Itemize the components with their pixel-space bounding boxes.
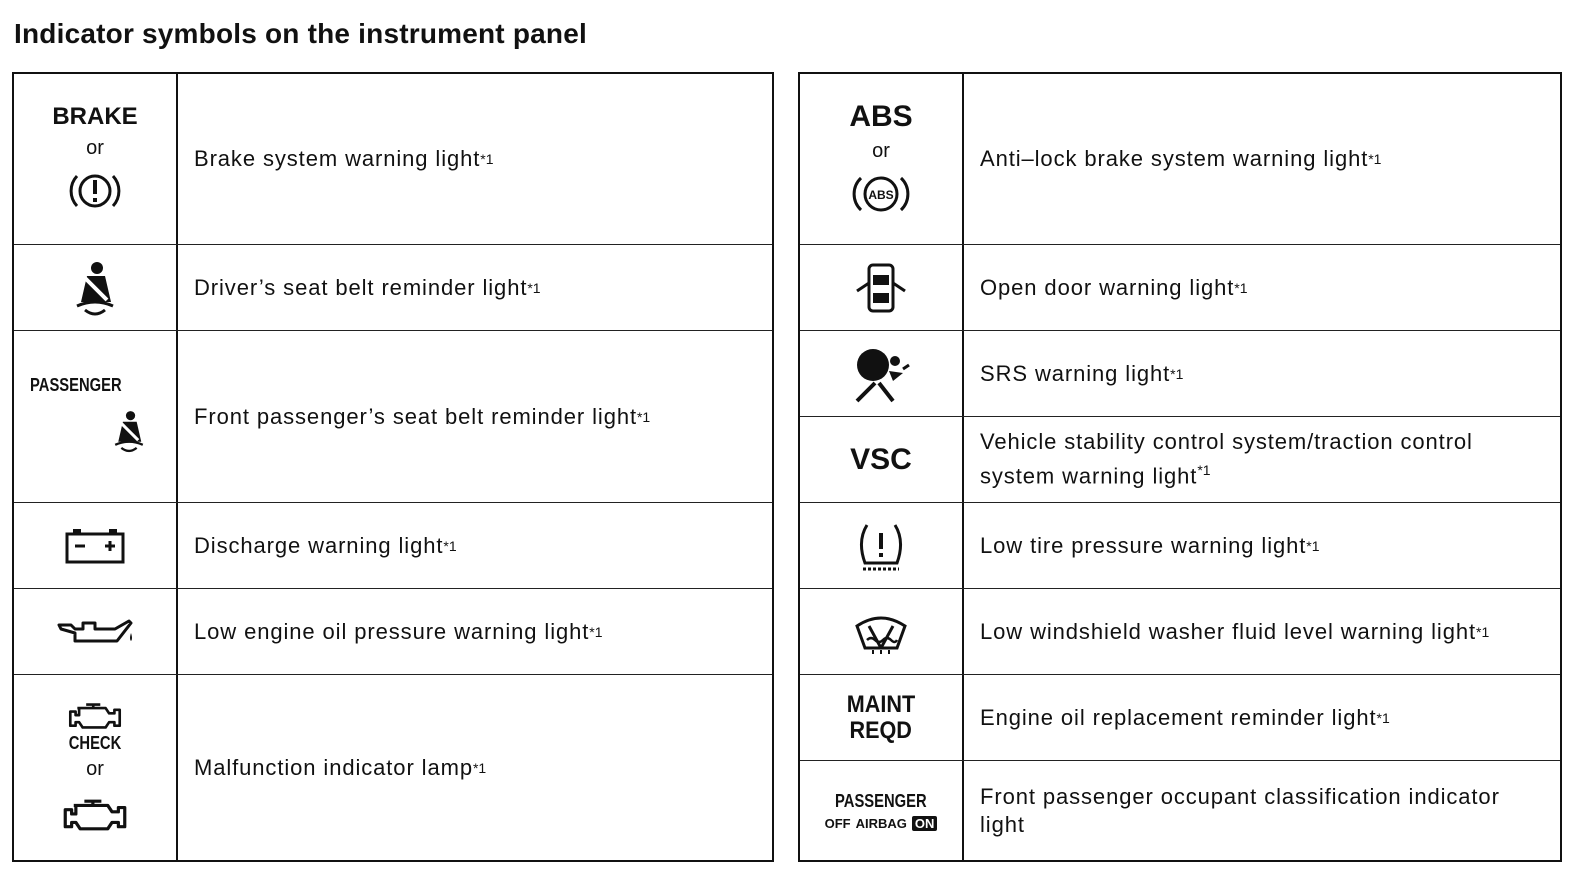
description-text-line1: Vehicle stability control system/traction control <box>980 429 1473 455</box>
footnote-marker: *1 <box>636 408 651 425</box>
row-description <box>964 417 1560 502</box>
description-text: Discharge warning light <box>194 532 444 558</box>
description-text: Driver’s seat belt reminder light <box>194 274 528 300</box>
symbol-cell <box>14 245 178 330</box>
brake-warning-circle-icon <box>63 166 127 216</box>
description-text: Open door warning light <box>980 274 1235 300</box>
symbol-cell <box>800 74 964 244</box>
symbol-cell <box>800 417 964 502</box>
footnote-marker: *1 <box>1476 623 1490 640</box>
footnote-marker: *1 <box>1376 709 1390 726</box>
table-row <box>800 330 1560 416</box>
description-text-line1: Front passenger occupant classification indicator <box>980 783 1500 809</box>
engine-icon <box>65 701 125 731</box>
symbol-cell <box>800 589 964 674</box>
symbol-cell <box>800 245 964 330</box>
table-row <box>800 74 1560 244</box>
seatbelt-icon <box>65 258 125 318</box>
row-description <box>178 245 772 330</box>
or-label: or <box>872 139 890 162</box>
symbol-cell <box>14 675 178 860</box>
airbag-on-badge: ON <box>912 816 938 831</box>
table-row <box>800 674 1560 760</box>
washer-fluid-icon <box>851 608 911 656</box>
footnote-marker: *1 <box>443 537 457 554</box>
reqd-label: REQD <box>849 716 913 744</box>
table-row <box>14 244 772 330</box>
or-label: or <box>86 136 104 159</box>
battery-icon <box>63 526 127 566</box>
indicator-table-right <box>798 72 1562 862</box>
table-row <box>14 330 772 502</box>
footnote-marker: *1 <box>1306 537 1320 554</box>
table-row <box>800 760 1560 860</box>
abs-circle-icon <box>846 169 916 219</box>
description-text: Engine oil replacement reminder light <box>980 704 1377 730</box>
table-row <box>14 588 772 674</box>
description-text: Brake system warning light <box>194 146 481 171</box>
description-text: Low windshield washer fluid level warning light <box>980 618 1476 644</box>
row-description <box>964 675 1560 760</box>
abs-icon-text: ABS <box>868 187 894 202</box>
tire-pressure-icon <box>853 519 909 573</box>
footnote-marker: *1 <box>1197 462 1211 479</box>
row-description <box>178 74 772 244</box>
row-description <box>964 245 1560 330</box>
row-description <box>964 503 1560 588</box>
airbag-status-indicator <box>825 816 938 831</box>
description-text: Malfunction indicator lamp <box>194 754 473 780</box>
srs-airbag-icon <box>849 343 913 405</box>
table-row <box>800 244 1560 330</box>
check-label: CHECK <box>68 732 122 753</box>
open-door-icon <box>851 261 911 315</box>
description-text: Low tire pressure warning light <box>980 532 1307 558</box>
abs-label: ABS <box>849 99 913 133</box>
symbol-cell <box>800 675 964 760</box>
row-description <box>964 589 1560 674</box>
symbol-cell <box>14 589 178 674</box>
footnote-marker: *1 <box>1234 279 1248 296</box>
description-text: SRS warning light <box>980 360 1171 386</box>
table-row <box>14 674 772 860</box>
footnote-marker: *1 <box>472 759 487 776</box>
page-title: Indicator symbols on the instrument panel <box>14 18 587 49</box>
row-description <box>178 331 772 502</box>
footnote-marker: *1 <box>527 279 541 296</box>
oil-can-icon <box>55 615 135 649</box>
symbol-cell <box>800 503 964 588</box>
description-text: Front passenger’s seat belt reminder light <box>194 403 637 429</box>
symbol-cell <box>14 331 178 502</box>
footnote-marker: *1 <box>1368 151 1382 167</box>
description-text-line2: system warning light <box>980 463 1198 489</box>
indicator-table-left <box>12 72 774 862</box>
description-text-line2: light <box>980 811 1025 837</box>
maint-label: MAINT <box>846 690 916 718</box>
table-row <box>800 416 1560 502</box>
passenger-seatbelt-icon <box>106 407 152 455</box>
symbol-cell <box>800 331 964 416</box>
airbag-off-label: OFF <box>824 815 851 831</box>
symbol-cell <box>14 503 178 588</box>
airbag-label: AIRBAG <box>855 815 907 831</box>
footnote-marker: *1 <box>480 151 494 167</box>
symbol-cell <box>14 74 178 244</box>
footnote-marker: *1 <box>589 623 603 640</box>
table-row <box>14 502 772 588</box>
table-row <box>800 588 1560 674</box>
engine-icon <box>61 795 129 835</box>
row-description <box>178 675 772 860</box>
row-description <box>964 761 1560 860</box>
row-description <box>178 589 772 674</box>
description-text: Anti–lock brake system warning light <box>980 146 1369 171</box>
description-text: Low engine oil pressure warning light <box>194 618 590 644</box>
footnote-marker: *1 <box>1170 365 1184 382</box>
brake-label: BRAKE <box>52 102 138 130</box>
or-label: or <box>86 757 104 780</box>
row-description <box>964 331 1560 416</box>
passenger-label: PASSENGER <box>30 375 122 395</box>
row-description <box>964 74 1560 244</box>
passenger-airbag-label: PASSENGER <box>835 790 927 811</box>
row-description <box>178 503 772 588</box>
table-row <box>14 74 772 244</box>
table-row <box>800 502 1560 588</box>
symbol-cell <box>800 761 964 860</box>
vsc-label: VSC <box>850 442 912 476</box>
